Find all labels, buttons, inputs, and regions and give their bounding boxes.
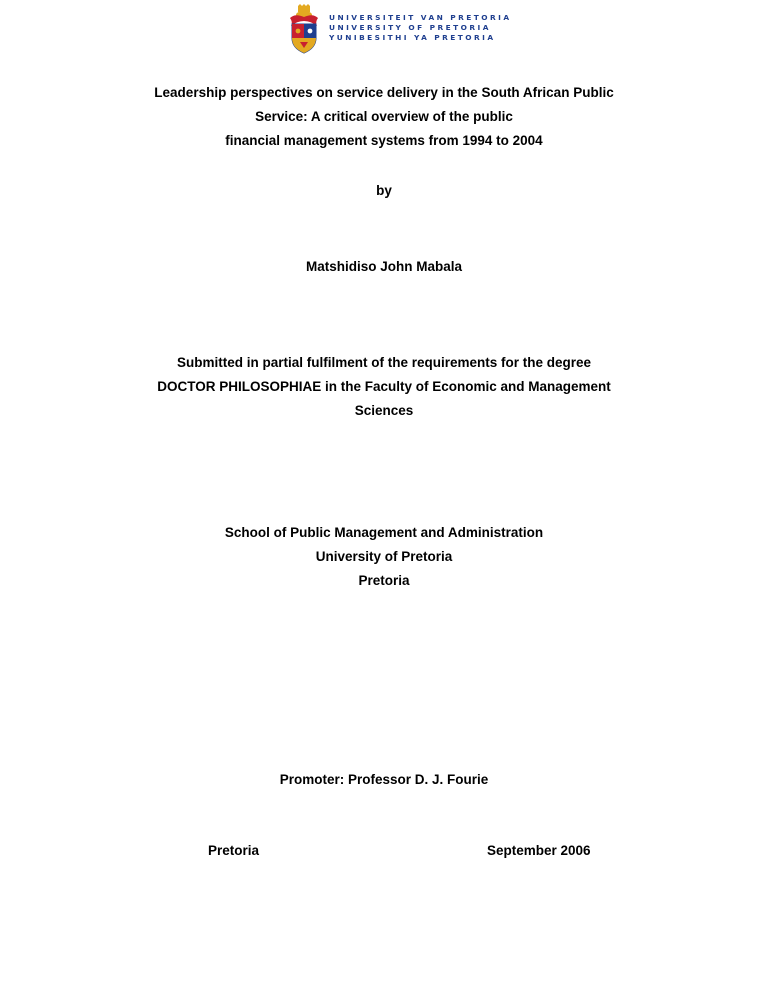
submission-line: DOCTOR PHILOSOPHIAE in the Faculty of Economic and Management <box>157 379 611 394</box>
university-crest-icon <box>287 4 321 54</box>
submission-statement <box>0 351 768 423</box>
city-name: Pretoria <box>358 573 410 588</box>
university-name: University of Pretoria <box>315 549 453 564</box>
university-name-afrikaans: UNIVERSITEIT VAN PRETORIA <box>329 13 512 22</box>
submission-line: Submitted in partial fulfilment of the requirements for the degree <box>176 355 592 370</box>
university-name-lines <box>329 13 512 43</box>
school-name: School of Public Management and Administration <box>224 525 544 540</box>
promoter-line: Promoter: Professor D. J. Fourie <box>279 772 489 787</box>
thesis-title-line: Service: A critical overview of the public <box>255 109 513 124</box>
thesis-title <box>0 81 768 153</box>
footer-place: Pretoria <box>208 843 260 858</box>
footer-date: September 2006 <box>487 843 591 858</box>
by-label: by <box>376 183 392 198</box>
author-name: Matshidiso John Mabala <box>305 259 463 274</box>
university-logo <box>287 4 512 54</box>
thesis-title-line: Leadership perspectives on service delivery in the South African Public <box>154 85 614 100</box>
university-name-sepedi: YUNIBESITHI YA PRETORIA <box>329 33 496 42</box>
institution-block <box>0 521 768 593</box>
university-name-english: UNIVERSITY OF PRETORIA <box>329 23 491 32</box>
submission-line: Sciences <box>354 403 414 418</box>
thesis-title-line: financial management systems from 1994 to 2004 <box>225 133 543 148</box>
